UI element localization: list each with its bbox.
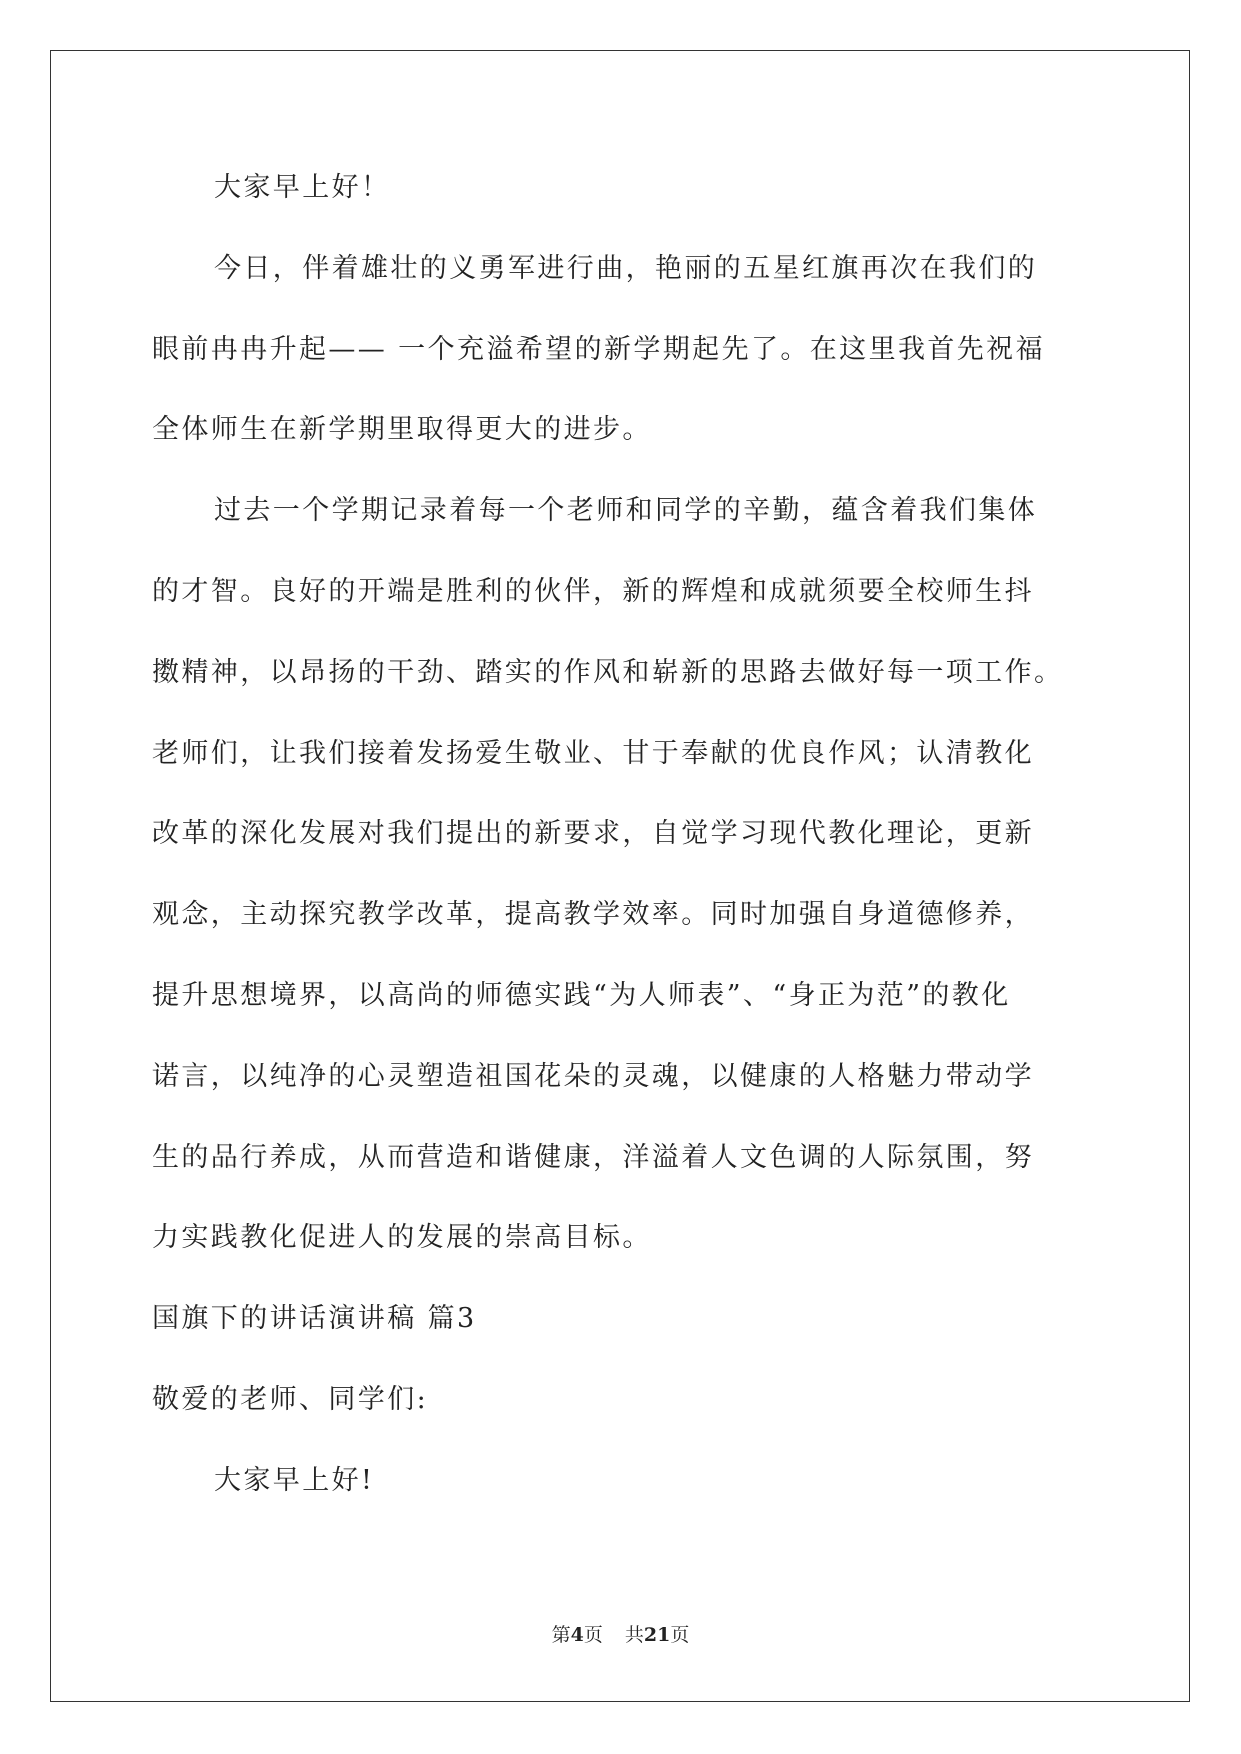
page-suffix: 页 <box>583 1624 603 1646</box>
text-line: 大家早上好！ <box>214 172 391 203</box>
page-footer <box>0 1620 1241 1647</box>
text-line: 改革的深化发展对我们提出的新要求，自觉学习现代教化理论，更新 <box>152 818 1034 850</box>
text-line: 诺言，以纯净的心灵塑造祖国花朵的灵魂，以健康的人格魅力带动学 <box>152 1060 1034 1092</box>
total-suffix: 页 <box>670 1624 690 1646</box>
text-line: 擞精神，以昂扬的干劲、踏实的作风和崭新的思路去做好每一项工作。 <box>152 656 1064 688</box>
text-line: 提升思想境界，以高尚的师德实践“为人师表”、“身正为范”的教化 <box>152 979 1011 1011</box>
salutation: 敬爱的老师、同学们: <box>152 1383 429 1415</box>
text-line: 今日，伴着雄壮的义勇军进行曲，艳丽的五星红旗再次在我们的 <box>214 252 1038 284</box>
document-body <box>152 148 1092 1522</box>
greeting: 大家早上好! <box>214 1464 375 1496</box>
text-line: 力实践教化促进人的发展的崇高目标。 <box>152 1222 652 1254</box>
text-line: 眼前冉冉升起—— 一个充溢希望的新学期起先了。在这里我首先祝福 <box>152 333 1045 365</box>
section-heading: 国旗下的讲话演讲稿 篇3 <box>152 1303 477 1335</box>
total-pages: 21 <box>643 1624 671 1646</box>
text-line: 观念，主动探究教学改革，提高教学效率。同时加强自身道德修养， <box>152 899 1034 931</box>
text-line: 过去一个学期记录着每一个老师和同学的辛勤，蕴含着我们集体 <box>214 495 1038 527</box>
text-line: 的才智。良好的开端是胜利的伙伴，新的辉煌和成就须要全校师生抖 <box>152 575 1034 607</box>
text-line: 生的品行养成，从而营造和谐健康，洋溢着人文色调的人际氛围，努 <box>152 1141 1034 1173</box>
text-line: 全体师生在新学期里取得更大的进步。 <box>152 414 652 446</box>
text-line: 老师们，让我们接着发扬爱生敬业、甘于奉献的优良作风；认清教化 <box>152 737 1034 769</box>
page-prefix: 第 <box>551 1624 571 1646</box>
total-prefix: 共 <box>624 1624 644 1646</box>
page-number: 4 <box>570 1624 584 1646</box>
